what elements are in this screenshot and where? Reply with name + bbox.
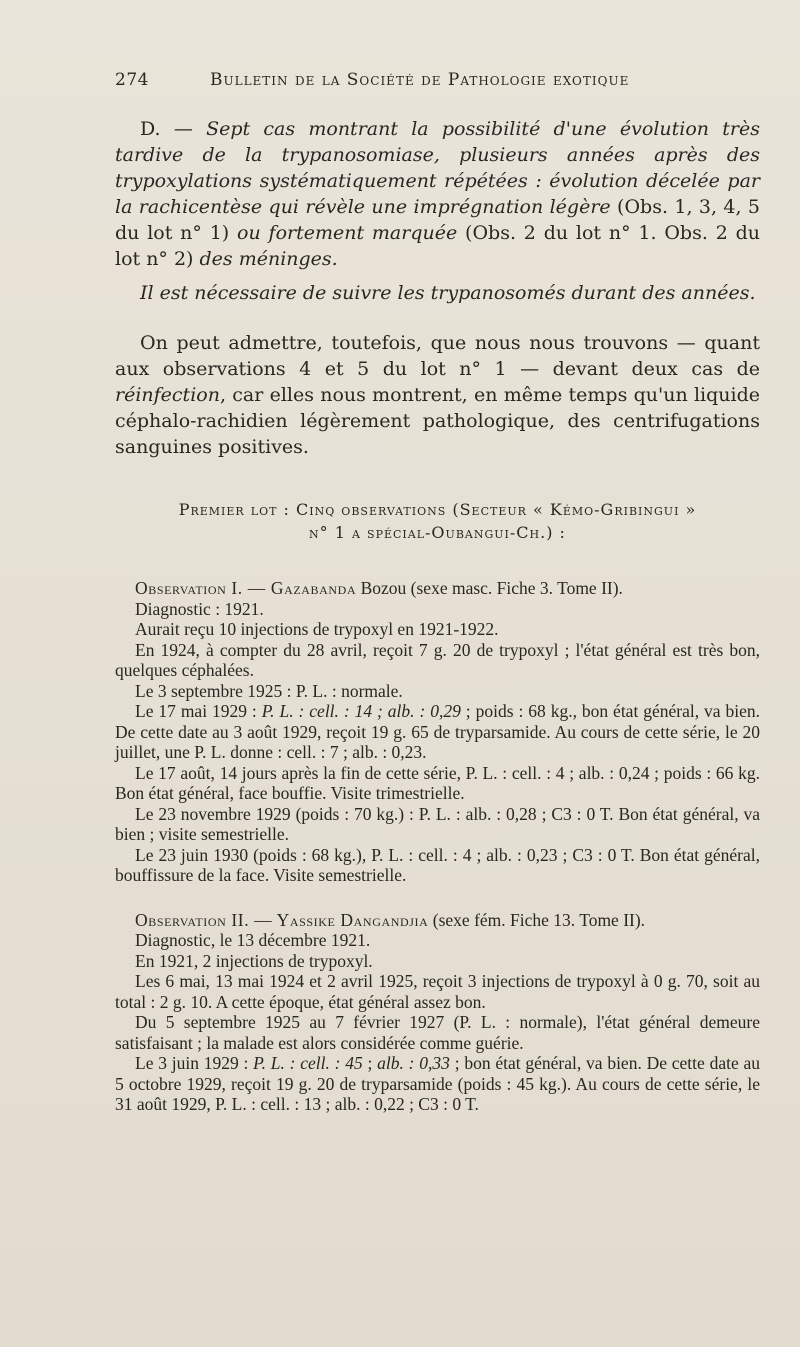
paragraph-italic: réinfection <box>115 384 220 406</box>
obs1-italic: P. L. : cell. : 14 ; alb. : 0,29 <box>261 701 461 721</box>
observation-2 <box>115 910 760 1115</box>
obs2-line: Du 5 septembre 1925 au 7 février 1927 (P. L. : normale), l'état général demeure satisfaisant ; la malade est alors considérée comme guérie. <box>115 1012 760 1053</box>
observation-1-label: Observation I. — <box>135 578 271 598</box>
observation-1-title <box>115 578 760 599</box>
paragraph-text-2: , car elles nous montrent, en même temps qu'un liquide céphalo-rachidien légèrement pathologique, des centrifugations sanguines positives. <box>115 384 760 458</box>
obs2-line: Les 6 mai, 13 mai 1924 et 2 avril 1925, reçoit 3 injections de trypoxyl à 0 g. 70, soit au total : 2 g. 10. A cette époque, état général assez bon. <box>115 971 760 1012</box>
obs1-line: En 1924, à compter du 28 avril, reçoit 7 g. 20 de trypoxyl ; l'état général est très bon, quelques céphalées. <box>115 639 760 680</box>
section-heading-line-2: n° 1 a spécial-Oubangui-Ch.) : <box>309 523 566 542</box>
summary-italic-3: des méninges. <box>199 248 338 270</box>
obs1-line: Le 3 septembre 1925 : P. L. : normale. <box>135 680 403 701</box>
section-heading-line-1: Premier lot : Cinq observations (Secteur « Kémo-Gribingui » <box>178 500 697 519</box>
obs2-text: Le 3 juin 1929 : <box>135 1053 254 1073</box>
obs1-line: Diagnostic : 1921. <box>135 598 264 619</box>
obs2-line <box>115 1053 760 1115</box>
obs1-text: Le 17 mai 1929 : <box>135 701 262 721</box>
summary-plain-2: (Obs. 2 du lot n° 1. Obs. 2 du lot n° 2) <box>115 222 760 270</box>
observation-2-label: Observation II. — <box>135 909 277 930</box>
obs2-italic: alb. : 0,33 <box>377 1053 450 1073</box>
obs1-line: Le 23 juin 1930 (poids : 68 kg.), P. L. : cell. : 4 ; alb. : 0,23 ; C3 : 0 T. Bon état général, bouffissure de la face. Visite semestrielle. <box>115 844 760 885</box>
obs2-line: En 1921, 2 injections de trypoxyl. <box>135 950 373 971</box>
section-d-label: D. — <box>140 118 207 140</box>
summary-plain-1: (Obs. 1, 3, 4, 5 du lot n° 1) <box>115 196 760 244</box>
obs1-line: Le 23 novembre 1929 (poids : 70 kg.) : P. L. : alb. : 0,28 ; C3 : 0 T. Bon état général, va bien ; visite semestrielle. <box>115 803 760 844</box>
obs2-italic: P. L. : cell. : 45 <box>253 1053 363 1073</box>
observation-2-details: (sexe fém. Fiche 13. Tome II). <box>428 909 646 930</box>
obs1-line <box>115 701 760 763</box>
observation-1-name: Gazabanda <box>270 578 357 598</box>
summary-italic-1: Sept cas montrant la possibilité d'une évolution très tardive de la trypanosomiase, plusieurs années après des trypoxylations systématiquement répétées : évolution décelée par la rachicentèse qui révèle une imprégnation légère <box>115 118 760 218</box>
observation-1-details: Bozou (sexe masc. Fiche 3. Tome II). <box>356 578 623 598</box>
obs1-text: ; poids : 68 kg., bon état général, va bien. De cette date au 3 août 1929, reçoit 19 g. 65 de tryparsamide. Au cours de cette série, le 20 juillet, une P. L. donne : cell. : 7 ; alb. : 0,23. <box>115 701 761 762</box>
obs1-line: Le 17 août, 14 jours après la fin de cette série, P. L. : cell. : 4 ; alb. : 0,24 ; poids : 66 kg. Bon état général, face bouffie. Visite trimestrielle. <box>115 762 760 803</box>
obs2-line: Diagnostic, le 13 décembre 1921. <box>135 930 371 950</box>
section-heading <box>115 498 760 544</box>
running-title: Bulletin de la Société de Pathologie exotique <box>210 70 630 90</box>
observation-2-name: Yassike Dangandjia <box>276 909 429 930</box>
section-d-summary <box>115 116 760 272</box>
section-d-conclusion: Il est nécessaire de suivre les trypanosomés durant des années. <box>140 282 756 304</box>
body-paragraph <box>115 330 760 460</box>
page-header <box>115 70 760 90</box>
obs2-text: ; <box>362 1053 378 1073</box>
observation-2-title <box>115 910 760 931</box>
summary-italic-2: ou fortement marquée <box>237 222 458 244</box>
observation-1 <box>115 578 760 886</box>
obs1-line: Aurait reçu 10 injections de trypoxyl en 1921-1922. <box>135 619 499 639</box>
page-number: 274 <box>115 70 149 90</box>
obs2-text: ; bon état général, va bien. De cette date au 5 octobre 1929, reçoit 19 g. 20 de tryparsamide (poids : 45 kg.). Au cours de cette série, le 31 août 1929, P. L. : cell. : 13 ; alb. : 0,22 ; C3 : 0 T. <box>115 1053 761 1114</box>
paragraph-text-1: On peut admettre, toutefois, que nous nous trouvons — quant aux observations 4 et 5 du lot n° 1 — devant deux cas de <box>115 332 760 380</box>
